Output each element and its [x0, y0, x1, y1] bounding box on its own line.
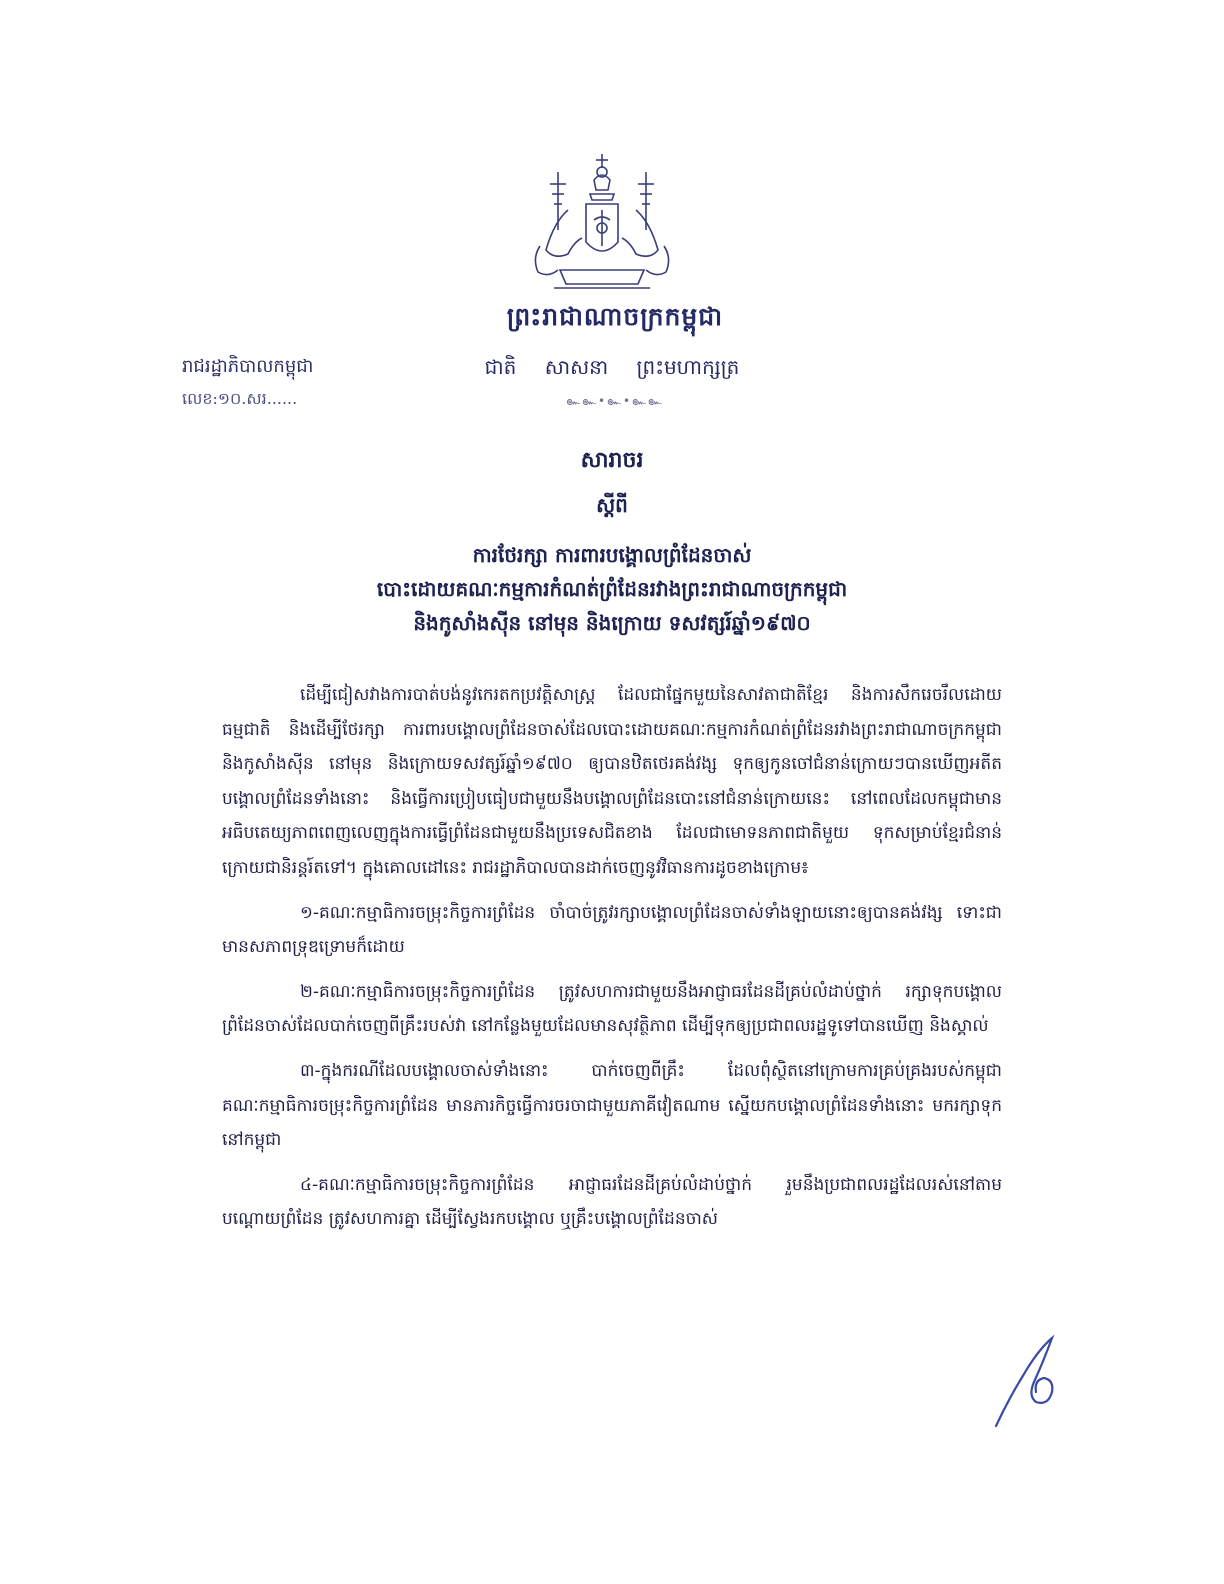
measure-item-1: ១-គណៈកម្មាធិការចម្រុះកិច្ចការព្រំដែន ចាំបាច់ត្រូវរក្សាបង្គោលព្រំដែនចាស់ទាំងឡាយនោះឲ្យបានគង់វង្ស ទោះជាមានសភាពទ្រុឌទ្រោមក៏ដោយ: [222, 902, 1002, 958]
measure-item-4: ៤-គណៈកម្មាធិការចម្រុះកិច្ចការព្រំដែន អាជ្ញាធរដែនដីគ្រប់លំដាប់ថ្នាក់ រួមនឹងប្រជាពលរដ្ឋដែលរស់នៅតាមបណ្តោយព្រំដែន ត្រូវសហការគ្នា ដើម្បីស្វែងរកបង្គោល ឬគ្រឹះបង្គោលព្រំដែនចាស់: [222, 1174, 1002, 1230]
royal-coat-of-arms-emblem: [524, 150, 680, 300]
kingdom-heading: ព្រះរាជាណាចក្រកម្ពុជា: [506, 302, 724, 331]
issuing-authority: រាជរដ្ឋាភិបាលកម្ពុជា: [182, 356, 314, 377]
measure-item-3: ៣-ក្នុងករណីដែលបង្គោលចាស់ទាំងនោះ បាក់ចេញពីគ្រឹះ ដែលពុំស្ថិតនៅក្រោមការគ្រប់គ្រងរបស់កម្ពុជា គណៈកម្មាធិការចម្រុះកិច្ចការព្រំដែន មានភារកិច្ចធ្វើការចរចាជាមួយភាគីវៀតណាម ស្នើយកបង្គោលព្រំដែនទាំងនោះ មករក្សាទុកនៅកម្ពុជា: [222, 1060, 1002, 1151]
measure-item-2: ២-គណៈកម្មាធិការចម្រុះកិច្ចការព្រំដែន ត្រូវសហការជាមួយនឹងអាជ្ញាធរដែនដីគ្រប់លំដាប់ថ្នាក់ រក្សាទុកបង្គោលព្រំដែនចាស់ដែលបាក់ចេញពីគ្រឹះរបស់វា នៅកន្លែងមួយដែលមានសុវត្ថិភាព ដើម្បីទុកឲ្យប្រជាពលរដ្ឋទូទៅបានឃើញ និងស្គាល់: [222, 981, 1002, 1037]
title-line-3: និងកូសាំងស៊ីន នៅមុន និងក្រោយ ទសវត្សរ៍ឆ្នាំ១៩៧០: [413, 611, 811, 635]
title-line-2: បោះដោយគណៈកម្មការកំណត់ព្រំដែនរវាងព្រះរាជាណាចក្រកម្ពុជា: [376, 577, 848, 601]
national-motto: ជាតិ សាសនា ព្រះមហាក្សត្រ: [484, 355, 740, 379]
document-type: សារាចរ: [580, 448, 644, 473]
intro-paragraph: ដើម្បីជៀសវាងការបាត់បង់នូវកេរតកប្រវត្តិសាស្ត្រ ដែលជាផ្នែកមួយនៃសាវតាជាតិខ្មែរ និងការសឹករេចរឹលដោយធម្មជាតិ និងដើម្បីថែរក្សា ការពារបង្គោលព្រំដែនចាស់ដែលបោះដោយគណៈកម្មការកំណត់ព្រំដែនរវាងព្រះរាជាណាចក្រកម្ពុជា និងកូសាំងស៊ីន នៅមុន និងក្រោយទសវត្សរ៍ឆ្នាំ១៩៧០ ឲ្យបានឋិតថេរគង់វង្ស ទុកឲ្យកូនចៅជំនាន់ក្រោយៗបានឃើញអតីតបង្គោលព្រំដែនទាំងនោះ និងធ្វើការប្រៀបធៀបជាមួយនឹងបង្គោលព្រំដែនបោះនៅជំនាន់ក្រោយនេះ នៅពេលដែលកម្ពុជាមានអធិបតេយ្យភាពពេញលេញក្នុងការធ្វើព្រំដែនជាមួយនឹងប្រទេសជិតខាង ដែលជាមោទនភាពជាតិមួយ ទុកសម្រាប់ខ្មែរជំនាន់ក្រោយជានិរន្តរ៍តទៅ។ ក្នុងគោលដៅនេះ រាជរដ្ឋាភិបាលបានដាក់ចេញនូវវិធានការដូចខាងក្រោម៖: [222, 685, 1002, 878]
title-about: ស្តីពី: [596, 493, 628, 517]
title-line-1: ការថែរក្សា ការពារបង្គោលព្រំដែនចាស់: [472, 543, 752, 567]
header-ornament: ๛๛•๛•๛๛: [566, 394, 664, 408]
document-title-block: [250, 446, 974, 640]
document-body: [222, 678, 1002, 1237]
handwritten-initial-signature: [990, 1330, 1080, 1430]
document-number: លេខ:១០.សរ......: [182, 389, 298, 408]
